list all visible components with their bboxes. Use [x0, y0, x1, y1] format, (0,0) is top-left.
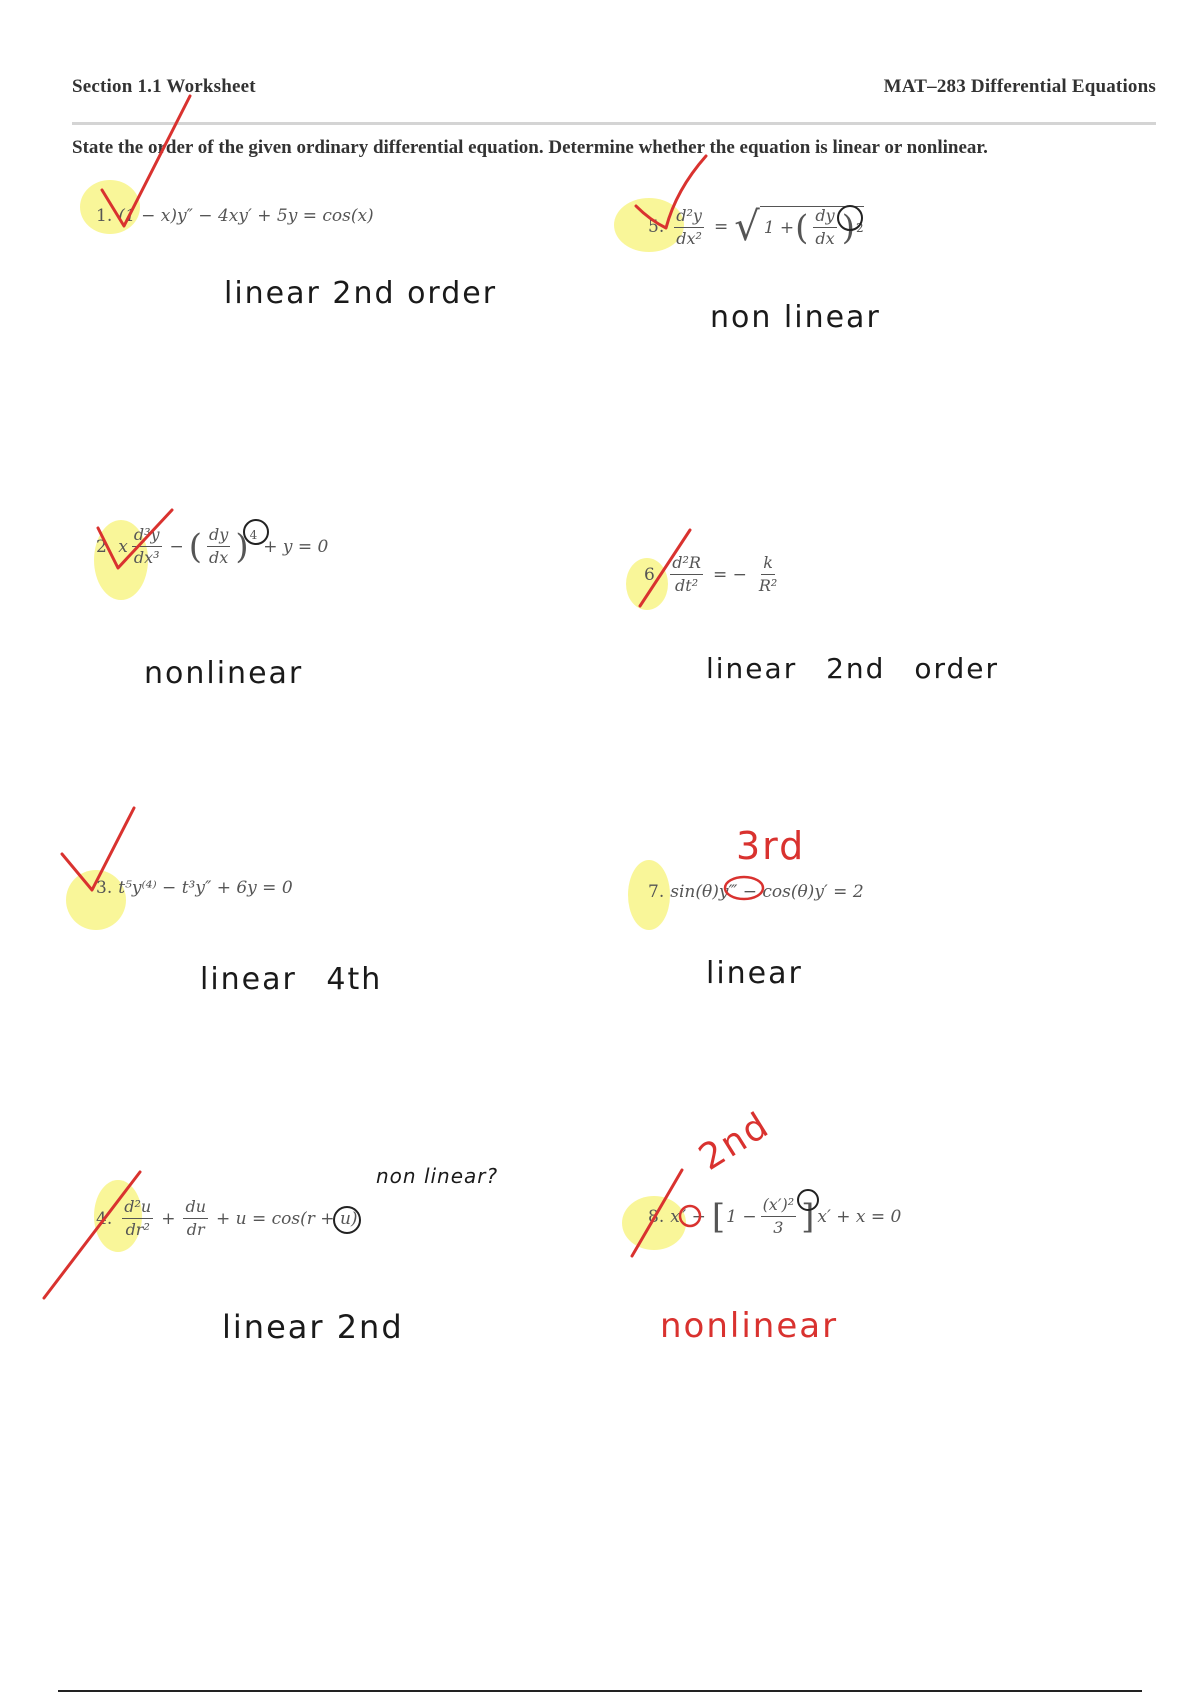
- problem-8: 8. x″ − [ 1 − $\frac{\text{(x′)²}}{3}$ ] x′ + x = 0: [648, 1195, 902, 1237]
- problem-number: 8.: [648, 1206, 665, 1227]
- fraction: $\frac{\text{d²y}}{\text{dx²}}$: [676, 205, 702, 248]
- equation: t⁵y⁽⁴⁾ − t³y″ + 6y = 0: [118, 878, 293, 898]
- sqrt-symbol: √: [734, 204, 760, 250]
- handwritten-answer-3: linear 4th: [200, 962, 383, 997]
- instructions: State the order of the given ordinary differential equation. Determine whether the equation is linear or nonlinear.: [72, 137, 988, 158]
- handwritten-answer-7: linear: [706, 956, 803, 991]
- handwritten-answer-5: non linear: [710, 300, 881, 335]
- fraction: $\frac{\text{(x′)²}}{3}$: [762, 1195, 795, 1237]
- problem-number: 7.: [648, 882, 665, 902]
- fraction: $\frac{\text{d²R}}{\text{dt²}}$: [672, 553, 701, 595]
- footer-rule: [58, 1690, 1142, 1692]
- sqrt-body: 1 + ( $\frac{dy}{dx}$ ) 2: [760, 206, 864, 248]
- header-rule: [72, 122, 1156, 125]
- fraction: $\frac{dy}{dx}$: [209, 525, 229, 567]
- fraction: $\frac{du}{dr}$: [185, 1197, 206, 1239]
- equation: (1 − x)y″ − 4xy′ + 5y = cos(x): [118, 206, 374, 226]
- handwritten-note-4: non linear?: [376, 1164, 499, 1188]
- problem-6: 6. $\frac{\text{d²R}}{\text{dt²}}$ = − $\frac{k}{\text{R²}}$: [644, 553, 778, 595]
- problem-number: 4.: [96, 1208, 113, 1229]
- equation: sin(θ)y‴ − cos(θ)y′ = 2: [670, 882, 864, 902]
- problem-3: [96, 878, 293, 898]
- fraction: $\frac{\text{d²u}}{\text{dr²}}$: [124, 1197, 152, 1239]
- problem-number: 5.: [648, 217, 665, 237]
- header-left: Section 1.1 Worksheet: [72, 76, 256, 97]
- problem-number: 2.: [96, 536, 113, 557]
- problem-7: [648, 882, 864, 902]
- handwritten-answer-8: nonlinear: [660, 1306, 839, 1346]
- handwritten-note-7: 3rd: [736, 824, 806, 868]
- problem-5: 5. $\frac{\text{d²y}}{\text{dx²}}$ = √ 1 + ( $\frac{dy}{dx}$ ) 2: [648, 204, 864, 250]
- fraction: $\frac{k}{\text{R²}}$: [758, 553, 778, 595]
- problem-1: [96, 206, 374, 226]
- handwritten-note-8: 2nd: [692, 1104, 777, 1179]
- problem-4: 4. $\frac{\text{d²u}}{\text{dr²}}$ + $\frac{du}{dr}$ + u = cos(r + u): [96, 1197, 358, 1239]
- header-right: MAT–283 Differential Equations: [883, 76, 1156, 97]
- problem-number: 1.: [96, 206, 113, 226]
- fraction: $\frac{\text{d³y}}{\text{dx³}}$: [133, 525, 160, 567]
- problem-number: 3.: [96, 878, 113, 898]
- handwritten-answer-6: linear 2nd order: [706, 652, 999, 685]
- handwritten-answer-4: linear 2nd: [222, 1308, 404, 1346]
- handwritten-answer-1: linear 2nd order: [224, 276, 498, 311]
- problem-2: 2. x $\frac{\text{d³y}}{\text{dx³}}$ − ( $\frac{dy}{dx}$ ) $^4$ + y = 0: [96, 525, 329, 567]
- problem-number: 6.: [644, 564, 661, 585]
- handwritten-answer-2: nonlinear: [144, 656, 304, 691]
